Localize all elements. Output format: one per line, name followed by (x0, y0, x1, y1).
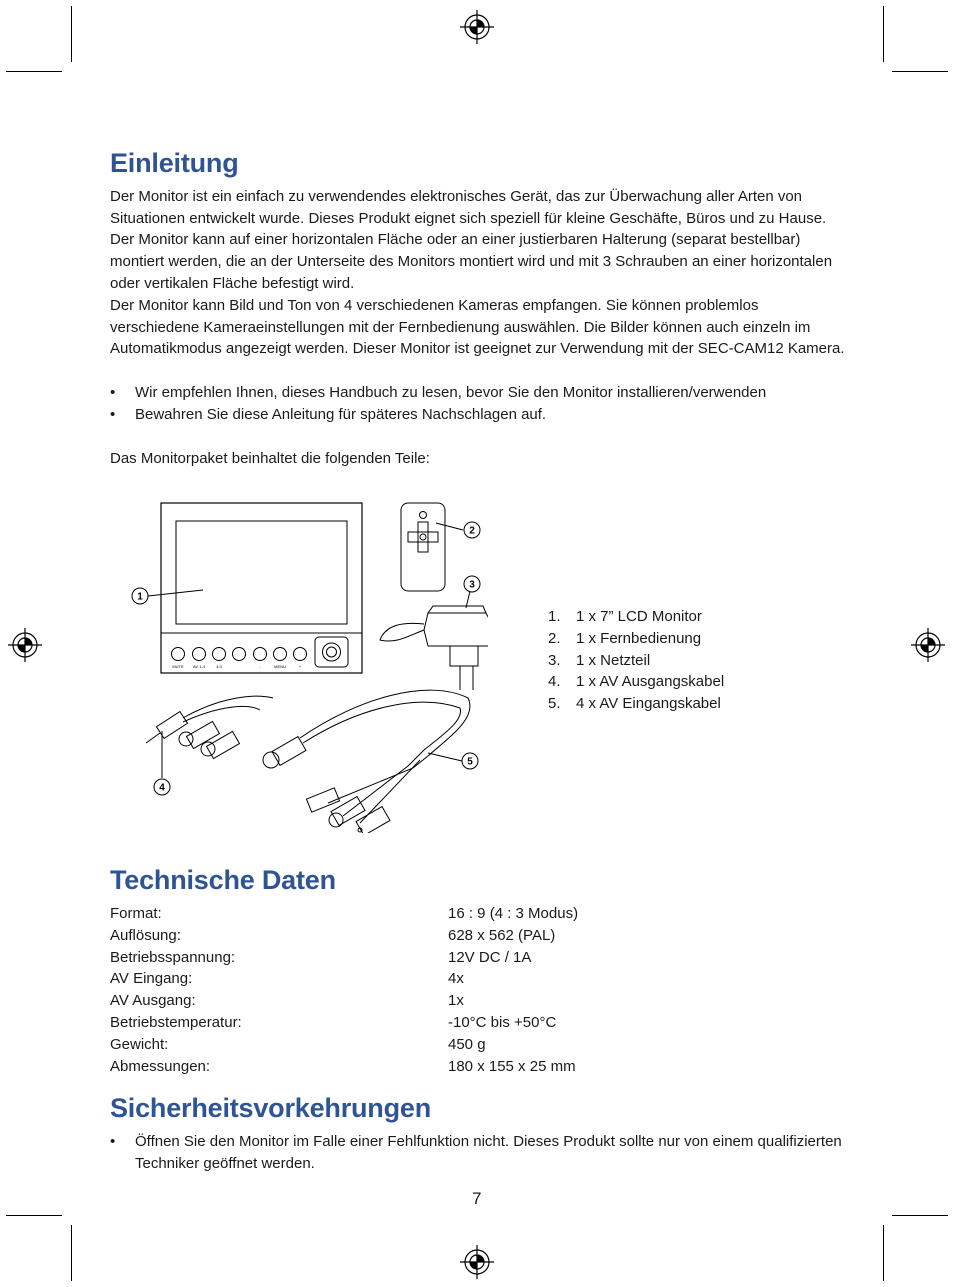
section-title-specs: Technische Daten (110, 865, 336, 895)
section-title-safety: Sicherheitsvorkehrungen (110, 1093, 431, 1123)
crop-mark (71, 1225, 72, 1281)
list-item: 2. 1 x Fernbedienung (548, 629, 702, 647)
list-item: 4. 1 x AV Ausgangskabel (548, 673, 725, 691)
callout-number: 5 (467, 756, 473, 768)
list-item (110, 1131, 850, 1174)
list-item (110, 404, 850, 426)
list-item (110, 382, 850, 404)
monitor-button-label: - (259, 664, 261, 669)
bullet-icon: • (110, 384, 116, 401)
callout-number: 2 (469, 525, 475, 537)
registration-mark-icon (460, 1245, 494, 1279)
bullet-icon: • (110, 405, 116, 423)
list-item: 5. 4 x AV Eingangskabel (548, 695, 721, 713)
crop-mark (6, 71, 62, 72)
intro-paragraph: Der Monitor kann Bild und Ton von 4 verschiedenen Kameras empfangen. Sie können problemlos verschiedene Kameraeinstellungen mit der Fernbedienung auswählen. Die Bilder können auch einzeln im Automatikmodus angezeigt werden. Dieser Monitor ist geeignet zur Verwendung mit der SEC-CAM12 Kamera. (110, 297, 845, 358)
package-contents-illustration (128, 498, 488, 833)
registration-mark-icon (460, 10, 494, 44)
monitor-button-label: MUTE (172, 664, 184, 669)
list-item: 1. 1 x 7” LCD Monitor (548, 608, 702, 625)
remote-control-illustration (401, 503, 445, 591)
monitor-button-label: 4:3 (216, 664, 222, 669)
monitor-button-label: AV 1-4 (193, 664, 205, 669)
monitor-screen (176, 521, 347, 624)
bullet-text: Bewahren Sie diese Anleitung für späteres Nachschlagen auf. (135, 405, 547, 423)
registration-mark-icon (8, 628, 42, 662)
crop-mark (71, 6, 72, 62)
crop-mark (892, 1215, 948, 1216)
monitor-button-label: MENU (274, 664, 286, 669)
list-item: 3. 1 x Netzteil (548, 651, 651, 669)
registration-mark-icon (911, 628, 945, 662)
safety-bullet-list (110, 1131, 850, 1174)
monitor-button-label: + (298, 664, 302, 669)
intro-bullet-list (110, 382, 850, 425)
bullet-icon: • (110, 1133, 116, 1150)
page-number: 7 (472, 1189, 482, 1208)
crop-mark (892, 71, 948, 72)
parts-list (548, 606, 724, 715)
av-output-cable-illustration (146, 696, 273, 758)
av-input-cable-illustration (263, 690, 470, 833)
intro-paragraph: Der Monitor ist ein einfach zu verwendendes elektronisches Gerät, das zur Überwachung aller Arten von Situationen entwickelt wurde. Dieses Produkt eignet sich speziell für kleine Geschäfte, Büros und zu Hause. Der Monitor kann auf einer horizontalen Fläche oder an einer justierbaren Halterung (separat bestellbar) montiert werden, die an der Unterseite des Monitors montiert wird und mit 3 Schrauben an einer horizontalen oder vertikalen Fläche befestigt wird. (110, 188, 833, 292)
callout-number: 1 (137, 591, 143, 603)
crop-mark (883, 1225, 884, 1281)
crop-mark (6, 1215, 62, 1216)
crop-mark (883, 6, 884, 62)
monitor-buttons (172, 637, 349, 669)
callout-number: 4 (159, 782, 165, 794)
callout-number: 3 (469, 579, 475, 591)
package-intro: Das Monitorpaket beinhaltet die folgenden Teile: (110, 450, 430, 467)
callout-markers (132, 522, 480, 795)
bullet-text: Öffnen Sie den Monitor im Falle einer Fehlfunktion nicht. Dieses Produkt sollte nur von einem qualifizierten Techniker geöffnet werden. (135, 1133, 842, 1172)
bullet-text: Wir empfehlen Ihnen, dieses Handbuch zu lesen, bevor Sie den Monitor installieren/verwenden (135, 384, 767, 401)
power-adapter-illustration (380, 606, 488, 690)
section-title-intro: Einleitung (110, 148, 239, 178)
